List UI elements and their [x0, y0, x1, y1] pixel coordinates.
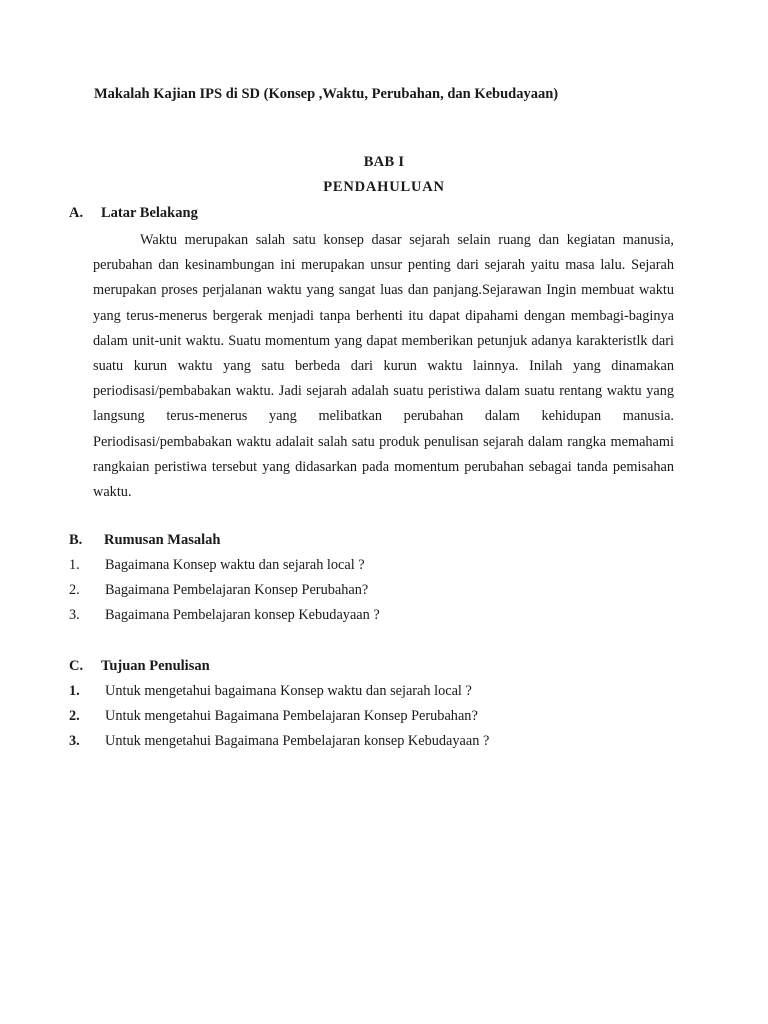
section-c-title: Tujuan Penulisan — [101, 658, 210, 674]
list-item-number: 3. — [69, 733, 80, 750]
section-a-letter: A. — [69, 205, 84, 221]
list-item-number: 3. — [69, 607, 80, 624]
section-c-letter: C. — [69, 658, 84, 674]
list-item — [69, 704, 489, 729]
chapter-number: BAB I — [363, 154, 405, 170]
section-b-letter: B. — [69, 532, 83, 548]
section-a-heading — [69, 205, 198, 222]
list-item-number: 2. — [69, 708, 80, 725]
list-item — [69, 553, 380, 578]
chapter-title: PENDAHULUAN — [323, 179, 445, 195]
section-c-heading — [69, 658, 210, 675]
section-a-title: Latar Belakang — [101, 205, 198, 221]
list-item — [69, 603, 380, 628]
list-item-number: 1. — [69, 683, 80, 699]
list-item — [69, 679, 489, 704]
list-item — [69, 578, 380, 603]
list-item-number: 2. — [69, 582, 80, 599]
latar-belakang-paragraph: Waktu merupakan salah satu konsep dasar sejarah selain ruang dan kegiatan manusia, perubahan dan kesinambungan ini merupakan unsur penting dari sejarah yaitu masa lalu. Sejarah merupakan proses perjalanan waktu yang sangat luas dan panjang.Sejarawan Ingin membuat waktu yang terus-menerus bergerak menjadi tanpa berhenti itu dapat dipahami dengan membagi-baginya dalam unit-unit waktu. Suatu momentum yang dapat memberikan petunjuk adanya karakteristlk dari suatu kurun waktu yang satu berbeda dari kurun waktu lainnya. Inilah yang dinamakan periodisasi/pembabakan waktu. Jadi sejarah adalah suatu peristiwa dalam suatu rentang waktu yang langsung terus-menerus yang melibatkan perubahan dalam kehidupan manusia. Periodisasi/pembabakan waktu adalait salah satu produk penulisan sejarah dalam rangka memahami rangkaian peristiwa tersebut yang didasarkan pada momentum perubahan sebagai tanda pemisahan waktu. — [93, 232, 674, 501]
list-item-text: Bagaimana Pembelajaran Konsep Perubahan? — [105, 582, 369, 599]
list-item-text: Untuk mengetahui bagaimana Konsep waktu dan sejarah local ? — [105, 683, 472, 699]
section-b-heading — [69, 532, 220, 549]
list-item — [69, 729, 489, 754]
list-item-text: Untuk mengetahui Bagaimana Pembelajaran konsep Kebudayaan ? — [105, 733, 490, 750]
tujuan-penulisan-list — [69, 679, 489, 755]
document-title: Makalah Kajian IPS di SD (Konsep ,Waktu, Perubahan, dan Kebudayaan) — [94, 86, 559, 102]
rumusan-masalah-list — [69, 553, 380, 629]
list-item-number: 1. — [69, 557, 80, 573]
list-item-text: Untuk mengetahui Bagaimana Pembelajaran Konsep Perubahan? — [105, 708, 478, 725]
list-item-text: Bagaimana Pembelajaran konsep Kebudayaan ? — [105, 607, 380, 624]
section-b-title: Rumusan Masalah — [104, 532, 221, 548]
list-item-text: Bagaimana Konsep waktu dan sejarah local ? — [105, 557, 365, 573]
